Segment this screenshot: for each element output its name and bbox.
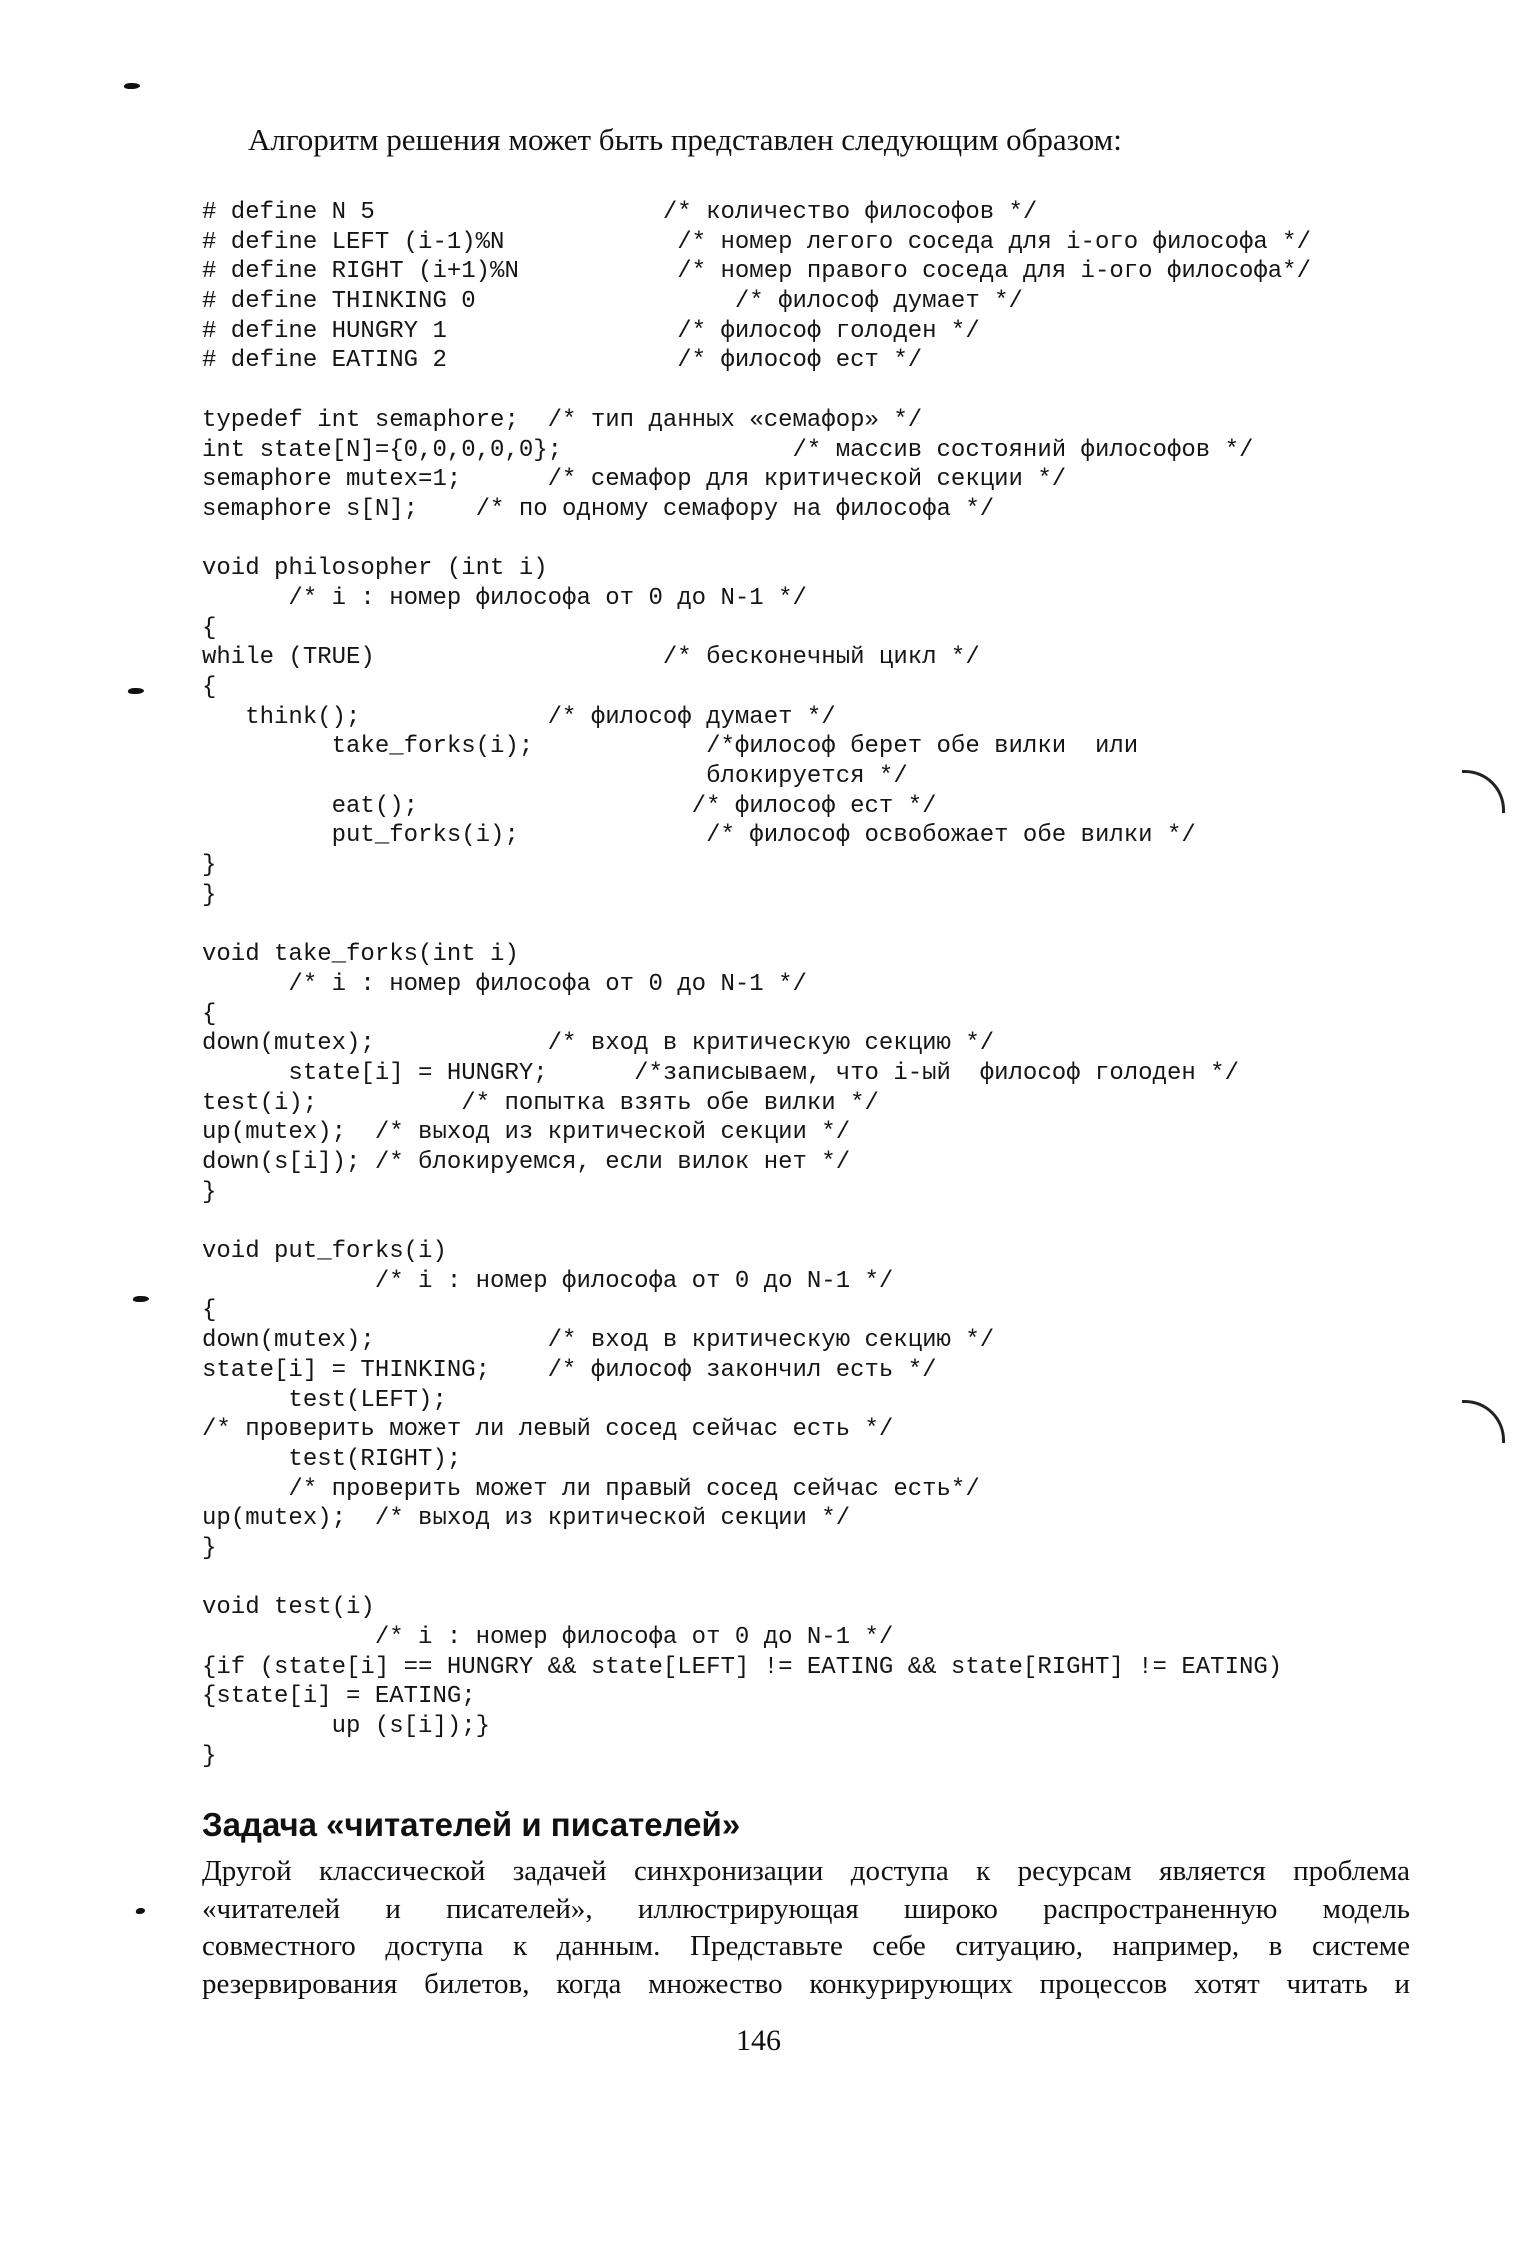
- section-heading: Задача «читателей и писателей»: [202, 1806, 741, 1843]
- code-line: /* i : номер философа от 0 до N-1 */: [202, 584, 807, 612]
- code-line: /* проверить может ли левый сосед сейчас есть */: [202, 1416, 894, 1444]
- code-line: }: [202, 1178, 217, 1206]
- code-line: }: [202, 1742, 217, 1770]
- margin-mark: [127, 688, 145, 694]
- page-number: 146: [736, 2024, 781, 2057]
- code-line: typedef int semaphore; /* тип данных «семафор» */: [202, 406, 923, 434]
- code-line: take_forks(i); /*философ берет обе вилки или: [202, 733, 1139, 761]
- code-line: # define EATING 2 /* философ ест */: [202, 347, 923, 375]
- code-line: void put_forks(i): [202, 1238, 447, 1266]
- code-line: # define N 5 /* количество философов */: [202, 199, 1038, 226]
- code-line: # define THINKING 0 /* философ думает */: [202, 288, 1023, 316]
- code-line: up(mutex); /* выход из критической секции */: [202, 1119, 851, 1147]
- code-line: void philosopher (int i): [202, 555, 548, 583]
- code-line: think(); /* философ думает */: [202, 703, 836, 731]
- code-line: /* i : номер философа от 0 до N-1 */: [202, 970, 807, 998]
- code-line: /* i : номер философа от 0 до N-1 */: [202, 1267, 894, 1295]
- code-line: test(RIGHT);: [202, 1445, 462, 1473]
- code-line: up (s[i]);}: [202, 1713, 491, 1741]
- code-line: [202, 1564, 1311, 1594]
- code-line: {if (state[i] == HUNGRY && state[LEFT] != EATING && state[RIGHT] != EATING): [202, 1653, 1283, 1681]
- code-line: /* i : номер философа от 0 до N-1 */: [202, 1624, 894, 1651]
- code-line: }: [202, 852, 217, 880]
- code-line: test(LEFT);: [202, 1386, 447, 1414]
- paragraph-line: резервирования билетов, когда множество конкурирующих процессов хотят читать и: [202, 1967, 1410, 2000]
- code-line: {: [202, 1297, 217, 1325]
- code-line: void test(i): [202, 1594, 375, 1622]
- code-line: eat(); /* философ ест */: [202, 792, 937, 820]
- code-line: [202, 1207, 1311, 1237]
- margin-mark: [135, 1908, 146, 1914]
- code-line: {: [202, 674, 217, 701]
- page-edge-mark: [1462, 1400, 1505, 1443]
- code-line: [202, 911, 1311, 941]
- code-line: блокируется */: [202, 763, 908, 791]
- code-line: up(mutex); /* выход из критической секции */: [202, 1505, 851, 1533]
- code-line: down(mutex); /* вход в критическую секцию */: [202, 1327, 995, 1355]
- margin-mark: [132, 1296, 150, 1302]
- code-line: [202, 525, 1311, 555]
- body-paragraph: [202, 1853, 1410, 2003]
- paragraph-line: «читателей и писателей», иллюстрирующая широко распространенную модель: [202, 1892, 1410, 1925]
- code-line: }: [202, 1534, 217, 1562]
- code-line: # define RIGHT (i+1)%N /* номер правого соседа для i-ого философа*/: [202, 258, 1311, 286]
- code-listing: [202, 198, 1311, 1771]
- code-line: {state[i] = EATING;: [202, 1683, 476, 1711]
- intro-text: Алгоритм решения может быть представлен следующим образом:: [248, 122, 1122, 157]
- code-line: semaphore s[N]; /* по одному семафору на философа */: [202, 495, 995, 523]
- code-line: put_forks(i); /* философ освобожает обе вилки */: [202, 822, 1196, 850]
- code-line: {: [202, 1000, 217, 1028]
- code-line: down(mutex); /* вход в критическую секцию */: [202, 1030, 995, 1058]
- margin-mark: [123, 83, 141, 89]
- code-line: # define LEFT (i-1)%N /* номер легого соседа для i-ого философа */: [202, 228, 1311, 256]
- paragraph-line: совместного доступа к данным. Представьте себе ситуацию, например, в системе: [202, 1930, 1410, 1962]
- code-line: state[i] = HUNGRY; /*записываем, что i-ый философ голоден */: [202, 1059, 1239, 1087]
- code-line: while (TRUE) /* бесконечный цикл */: [202, 644, 980, 672]
- page-edge-mark: [1462, 770, 1505, 813]
- code-line: semaphore mutex=1; /* семафор для критической секции */: [202, 466, 1067, 494]
- code-line: state[i] = THINKING; /* философ закончил есть */: [202, 1356, 937, 1384]
- code-line: # define HUNGRY 1 /* философ голоден */: [202, 317, 980, 345]
- code-line: down(s[i]); /* блокируемся, если вилок нет */: [202, 1149, 851, 1176]
- code-line: void take_forks(int i): [202, 941, 519, 969]
- code-line: [202, 376, 1311, 406]
- paragraph-line: Другой классической задачей синхронизации доступа к ресурсам является проблема: [202, 1855, 1410, 1887]
- code-line: {: [202, 614, 217, 642]
- code-line: /* проверить может ли правый сосед сейчас есть*/: [202, 1475, 980, 1503]
- code-line: int state[N]={0,0,0,0,0}; /* массив состояний философов */: [202, 436, 1254, 464]
- code-line: test(i); /* попытка взять обе вилки */: [202, 1089, 879, 1117]
- code-line: }: [202, 881, 217, 909]
